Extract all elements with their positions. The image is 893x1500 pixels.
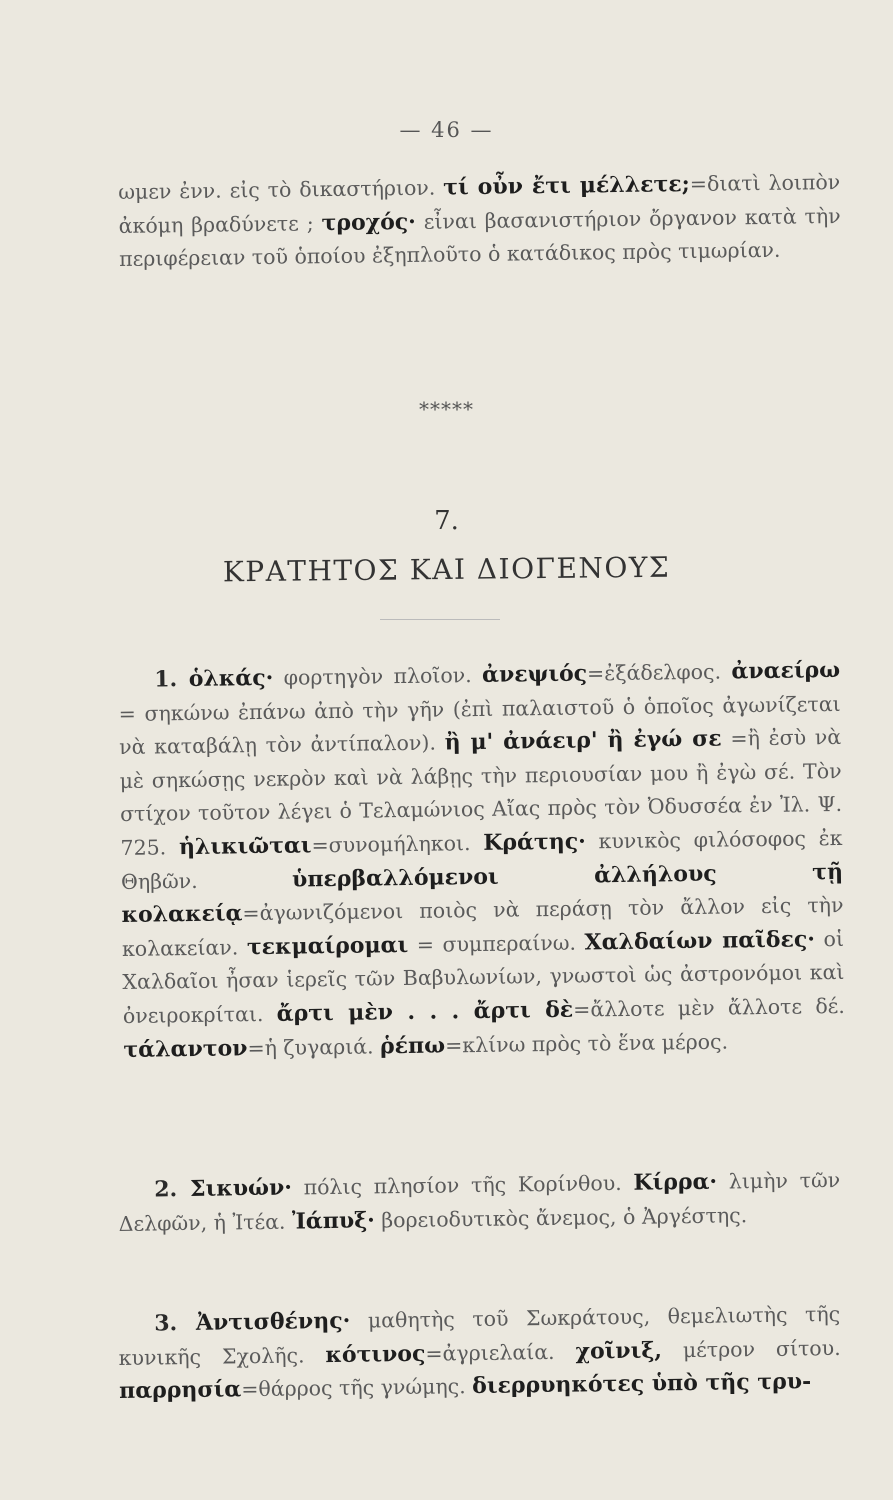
text-span: =ἀγριελαία.: [425, 1339, 576, 1366]
text-span: οἱ Χαλδαῖοι ἦσαν ἱερεῖς τῶν Βαβυλωνίων, γνωστοὶ ὡς ἀστρονόμοι καὶ ὀνειροκρίται.: [122, 926, 845, 1028]
lemma: ἄρτι μὲν . . . ἄρτι δὲ: [276, 996, 574, 1027]
lemma: τεκμαίρομαι: [246, 931, 409, 960]
text-span: μέτρον σίτου.: [661, 1335, 841, 1363]
lemma: χοῖνιξ,: [575, 1337, 663, 1365]
text-span: κυνικὸς φιλόσοφος ἐκ Θηβῶν.: [120, 825, 843, 894]
section-separator: *****: [419, 397, 474, 421]
text-span: =ἐξάδελφος.: [586, 659, 732, 686]
text-span: =συνομήληκοι.: [311, 830, 484, 858]
note-number: 1.: [154, 666, 189, 693]
lemma: ῥέπω: [379, 1032, 446, 1059]
lemma: κότινος: [325, 1340, 426, 1368]
section-title: ΚΡΑΤΗΤΟΣ ΚΑΙ ΔΙΟΓΕΝΟΥΣ: [222, 550, 671, 589]
text-span: φορτηγὸν πλοῖον.: [273, 662, 483, 690]
text-span: βορειοδυτικὸς ἄνεμος, ὁ Ἀργέστης.: [374, 1202, 748, 1233]
lemma: ὁλκάς·: [188, 664, 274, 693]
text-span: εἶναι βασανιστήριον ὄργανον κατὰ τὴν περιφέρειαν τοῦ ὁποίου ἐξηπλοῦτο ὁ κατάδικος πρὸς τιμωρίαν.: [118, 203, 841, 272]
note-2: [118, 1164, 841, 1241]
lemma: διερρυηκότες ὑπὸ τῆς τρυ-: [472, 1368, 812, 1400]
title-rule: [380, 619, 500, 620]
lemma: παρρησία: [118, 1376, 242, 1405]
lemma: Χαλδαίων παῖδες·: [584, 926, 816, 956]
text-span: = σηκώνω ἐπάνω ἀπὸ τὴν γῆν (ἐπὶ παλαιστοῦ ὁ ὁποῖος ἀγωνίζεται νὰ καταβάλῃ τὸν ἀντίπαλον).: [118, 691, 841, 760]
lemma: τάλαντον: [123, 1034, 248, 1063]
lemma: τί οὖν ἔτι μέλλετε;: [443, 171, 691, 201]
lemma: ἀναείρω: [731, 656, 841, 685]
text-span: πόλις πλησίον τῆς Κορίνθου.: [291, 1170, 634, 1200]
text-span: =ἢ ἐσὺ νὰ μὲ σηκώσῃς νεκρὸν καὶ νὰ λάβῃς τὴν περιουσίαν μου ἢ ἐγὼ σέ. Τὸν στίχον τοῦτον λέγει ὁ Τελαμώνιος Αἴας πρὸς τὸν Ὀδυσσέα ἐν Ἰλ. Ψ. 725.: [119, 725, 843, 860]
lemma: τροχός·: [321, 208, 417, 236]
text-span: = συμπεραίνω.: [407, 930, 585, 957]
text-span: =κλίνω πρὸς τὸ ἕνα μέρος.: [444, 1029, 729, 1057]
lemma: Ἰάπυξ·: [291, 1207, 375, 1235]
text-span: =ἄλλοτε μὲν ἄλλοτε δέ.: [573, 993, 846, 1022]
note-number: 3.: [154, 1309, 197, 1337]
lemma: ἀνεψιός: [481, 660, 588, 688]
note-3: [118, 1298, 841, 1409]
lemma: Κράτης·: [483, 828, 586, 856]
section-number: 7.: [434, 506, 459, 536]
note-1: [118, 654, 846, 1067]
lemma: Κίρρα·: [633, 1168, 718, 1196]
lemma: ὑπερβαλλόμενοι ἀλλήλους τῇ κολακείᾳ: [121, 858, 844, 929]
lemma: Ἀντισθένης·: [195, 1307, 351, 1336]
text-span: =διατὶ λοιπὸν ἀκόμη βραδύνετε ;: [118, 169, 841, 238]
text-span: =ἡ ζυγαριά.: [247, 1033, 381, 1060]
text-span: =θάρρος τῆς γνώμης.: [241, 1374, 473, 1402]
text-span: λιμὴν τῶν Δελφῶν, ἡ Ἰτέα.: [118, 1167, 841, 1236]
lemma: ἢ μ' ἀνάειρ' ἢ ἐγώ σε: [444, 725, 722, 756]
text-span: =ἀγωνιζόμενοι ποιὸς νὰ περάσῃ τὸν ἄλλον εἰς τὴν κολακείαν.: [121, 893, 844, 961]
note-number: 2.: [154, 1175, 191, 1203]
text-span: μαθητὴς τοῦ Σωκράτους, θεμελιωτὴς τῆς κυνικῆς Σχολῆς.: [118, 1301, 841, 1370]
text-span: ωμεν ἐνν. εἰς τὸ δικαστήριον.: [118, 175, 444, 204]
lemma: ἡλικιῶται: [178, 832, 312, 861]
page-number: — 46 —: [399, 118, 494, 142]
lemma: Σικυών·: [189, 1174, 293, 1202]
intro-paragraph: [118, 166, 841, 277]
